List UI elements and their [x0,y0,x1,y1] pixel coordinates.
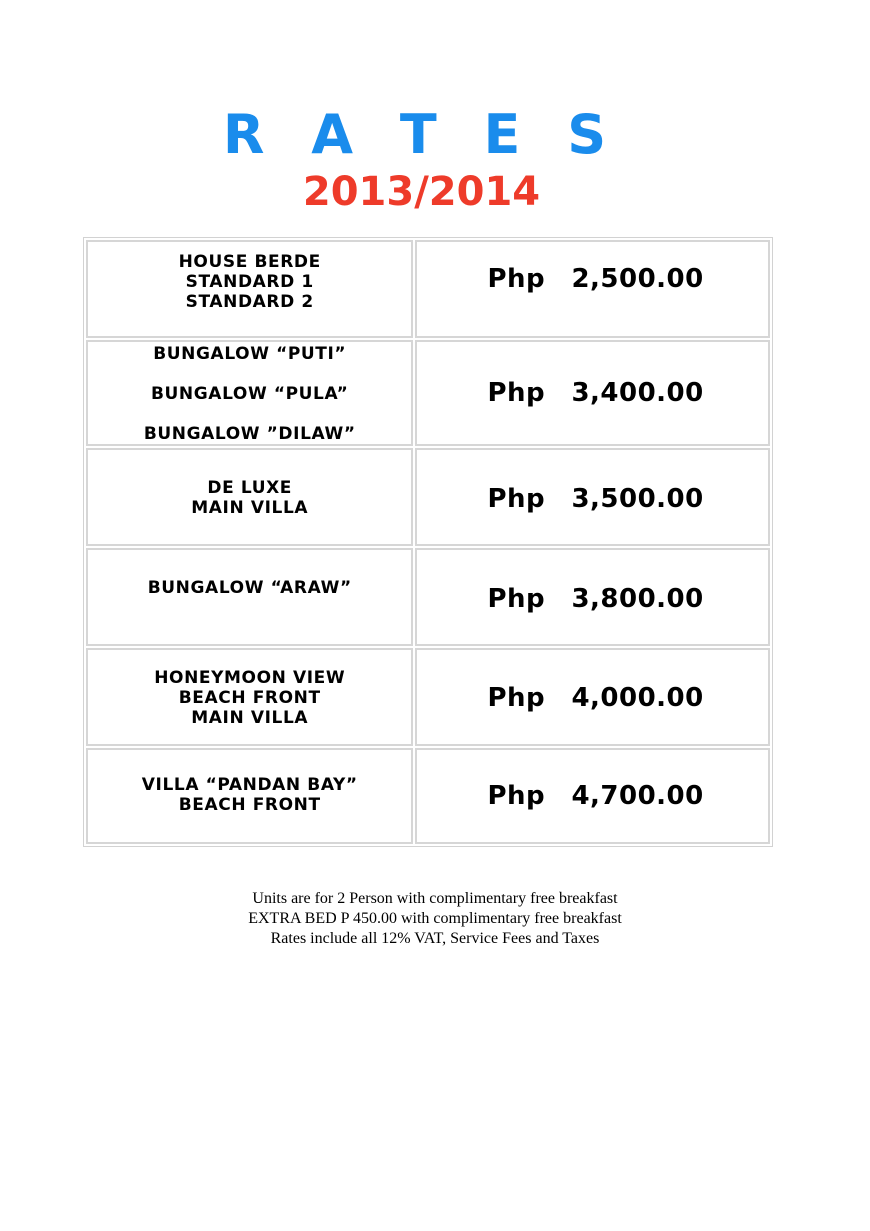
currency-label: Php [487,264,546,294]
unit-name-cell [86,448,413,546]
price-amount: 4,000.00 [571,683,704,713]
unit-name: MAIN VILLA [191,498,309,518]
price-cell [415,240,770,338]
price-cell [415,340,770,446]
unit-name: DE LUXE [207,478,293,498]
unit-name-cell [86,340,413,446]
price-amount: 3,800.00 [571,584,704,614]
unit-name: BUNGALOW “PULA” [150,384,349,404]
currency-label: Php [487,484,546,514]
unit-name: BUNGALOW ”DILAW” [143,424,356,444]
currency-label: Php [487,584,546,614]
unit-name-cell [86,648,413,746]
rates-table [83,237,773,847]
price-amount: 3,400.00 [571,378,704,408]
currency-label: Php [487,781,546,811]
table-row [86,748,770,844]
currency-label: Php [487,378,546,408]
unit-name: STANDARD 1 [185,272,314,292]
unit-name: STANDARD 2 [185,292,314,312]
unit-name: HOUSE BERDE [178,252,321,272]
rate-notes [0,889,870,949]
unit-name: BUNGALOW “ARAW” [147,578,352,598]
table-row [86,340,770,446]
note-line: Rates include all 12% VAT, Service Fees and Taxes [270,930,600,947]
price-cell [415,548,770,646]
price-cell [415,748,770,844]
unit-name: VILLA “PANDAN BAY” [141,775,358,795]
unit-name: MAIN VILLA [191,708,309,728]
price-amount: 4,700.00 [571,781,704,811]
unit-name-cell [86,748,413,844]
unit-name: BUNGALOW “PUTI” [153,344,347,364]
unit-name-cell [86,240,413,338]
table-row [86,448,770,546]
price-cell [415,448,770,546]
unit-name: BEACH FRONT [178,795,321,815]
page-title: R A T E S [222,103,621,166]
unit-name: BEACH FRONT [178,688,321,708]
price-cell [415,648,770,746]
note-line: EXTRA BED P 450.00 with complimentary free breakfast [248,910,622,927]
note-line: Units are for 2 Person with complimentary free breakfast [252,890,618,907]
currency-label: Php [487,683,546,713]
price-amount: 3,500.00 [571,484,704,514]
unit-name-cell [86,548,413,646]
price-amount: 2,500.00 [571,264,704,294]
table-row [86,648,770,746]
table-row [86,240,770,338]
unit-name: HONEYMOON VIEW [154,668,346,688]
page-subtitle-year: 2013/2014 [302,169,541,215]
table-row [86,548,770,646]
